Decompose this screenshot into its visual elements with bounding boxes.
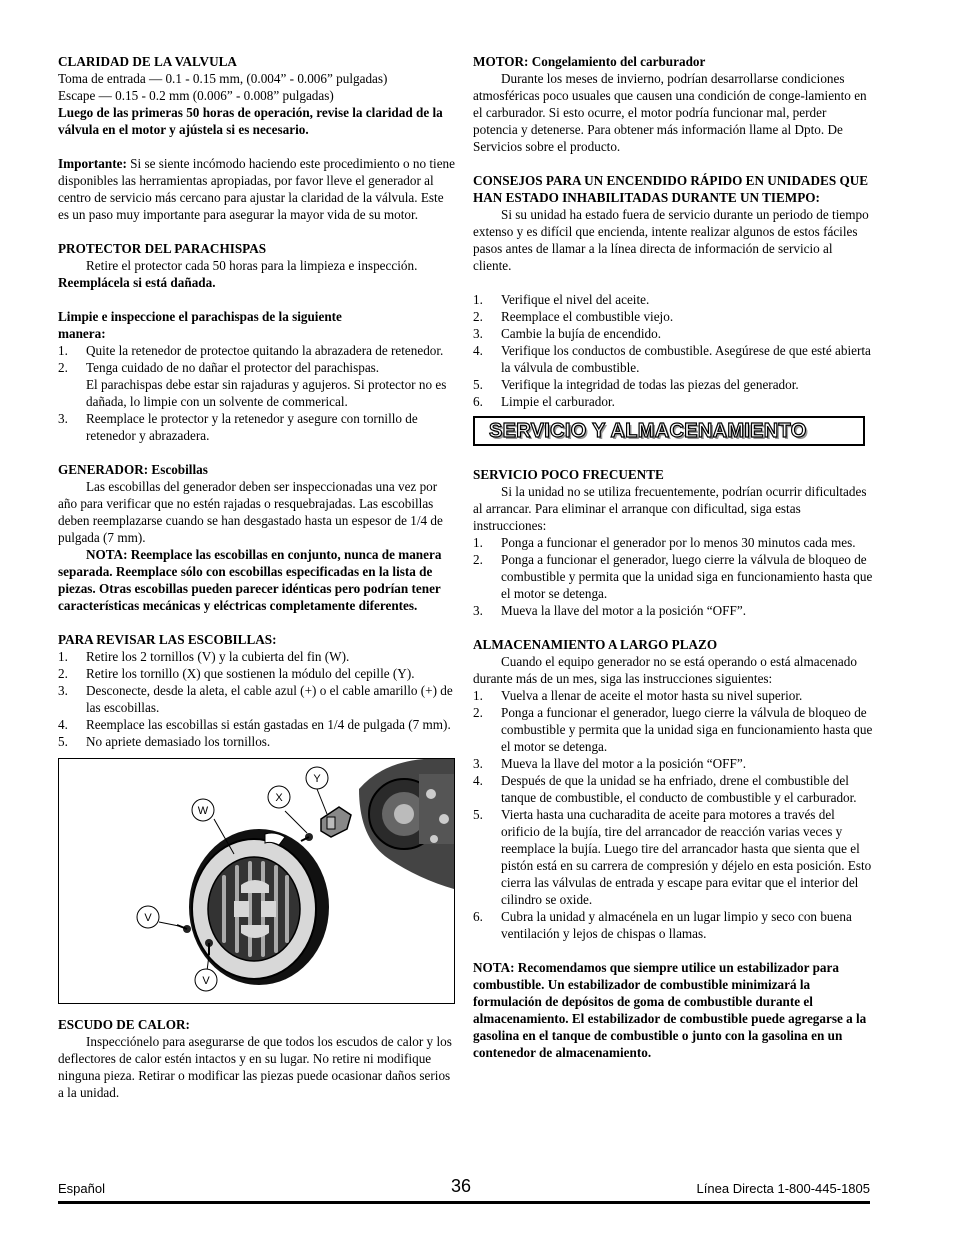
heading-bold: MOTOR:: [473, 54, 529, 69]
section-banner: [473, 416, 865, 446]
list-item: [58, 665, 455, 682]
list-item: [473, 342, 873, 376]
list-item: [58, 716, 455, 733]
check-brushes-steps: [58, 648, 455, 750]
list-text: Limpie el carburador.: [501, 394, 615, 409]
callout-y: [306, 767, 328, 789]
list-item: [58, 682, 455, 716]
brush-assembly-illustration: [59, 759, 454, 1003]
list-number: 2.: [58, 360, 68, 375]
label-y: Y: [313, 773, 321, 785]
label-x: X: [275, 792, 283, 804]
list-item: [473, 687, 873, 704]
list-number: 1.: [473, 688, 483, 703]
important-text: Si se siente incómodo haciendo este procedimiento o no tiene disponibles las herramientas apropiadas, por favor lleve el generador al centro de servicio más cercano para ajustar la claridad de la válvula. Este es un paso muy importante para asegurar la mayor vida de su motor.: [58, 156, 455, 222]
label-v2: V: [202, 975, 210, 987]
list-item: [473, 755, 873, 772]
valve-check-note: Luego de las primeras 50 horas de operación, revise la claridad de la válvula en el motor y ajústela si es necesario.: [58, 105, 443, 137]
list-item: [473, 806, 873, 908]
spark-arrestor-text: Retire el protector cada 50 horas para la limpieza e inspección.: [86, 258, 418, 273]
list-text: Desconecte, desde la aleta, el cable azul (+) o el cable amarillo (+) de las escobillas.: [86, 683, 453, 715]
exhaust-spec: Escape — 0.15 - 0.2 mm (0.006” - 0.008” pulgadas): [58, 88, 334, 103]
footer-language: Español: [58, 1181, 105, 1196]
list-number: 1.: [473, 292, 483, 307]
list-number: 3.: [473, 756, 483, 771]
list-number: 2.: [473, 309, 483, 324]
list-item: [473, 291, 873, 308]
list-number: 3.: [473, 326, 483, 341]
list-text: Reemplace le protector y la retenedor y asegure con tornillo de retenedor y abrazadera.: [86, 411, 418, 443]
callout-v-2: [195, 969, 217, 991]
list-number: 5.: [473, 807, 483, 822]
long-term-storage-steps: [473, 687, 873, 942]
list-text-extra: El parachispas debe estar sin rajaduras y agujeros. Si protector no es dañada, lo limpie con un solvente de commerical.: [86, 377, 447, 409]
list-number: 1.: [58, 649, 68, 664]
spark-arrestor-heading: PROTECTOR DEL PARACHISPAS: [58, 241, 267, 256]
list-item: [58, 342, 455, 359]
list-text: Después de que la unidad se ha enfriado, drene el combustible del tanque de combustible, el conducto de combustible y el carburador.: [501, 773, 857, 805]
list-text: Tenga cuidado de no dañar el protector del parachispas.: [86, 360, 380, 375]
spark-arrestor-replace: Reemplácela si está dañada.: [58, 275, 216, 290]
list-number: 2.: [473, 705, 483, 720]
list-text: Ponga a funcionar el generador, luego cierre la válvula de bloqueo de combustible y permita que la unidad siga en funcionamiento hasta que el motor se detenga.: [501, 705, 873, 754]
page-footer: [58, 1178, 870, 1198]
list-number: 4.: [473, 773, 483, 788]
list-number: 3.: [473, 603, 483, 618]
label-v1: V: [144, 912, 152, 924]
list-item: [473, 704, 873, 755]
list-item: [58, 410, 455, 444]
left-column: [58, 53, 455, 1101]
list-number: 6.: [473, 394, 483, 409]
list-item: [473, 325, 873, 342]
infrequent-service-heading: SERVICIO POCO FRECUENTE: [473, 467, 664, 482]
quick-start-heading: CONSEJOS PARA UN ENCENDIDO RÁPIDO EN UNIDADES QUE HAN ESTADO INHABILITADAS DURANTE UN TIEMPO:: [473, 173, 869, 205]
intake-spec: Toma de entrada — 0.1 - 0.15 mm, (0.004” - 0.006” pulgadas): [58, 71, 388, 86]
important-paragraph: [58, 155, 455, 223]
heading-rest: Congelamiento del carburador: [528, 54, 706, 69]
list-item: [473, 772, 873, 806]
quick-start-text: Si su unidad ha estado fuera de servicio durante un periodo de tiempo extenso y es difícil que encienda, intente realizar algunos de estos fáciles pasos antes de llamar a la línea directa de información de servicio al cliente.: [473, 207, 869, 273]
list-text: Mueva la llave del motor a la posición “OFF”.: [501, 756, 747, 771]
list-item: [473, 534, 873, 551]
list-number: 4.: [473, 343, 483, 358]
long-term-storage-heading: ALMACENAMIENTO A LARGO PLAZO: [473, 637, 718, 652]
list-item: [58, 733, 455, 750]
list-number: 5.: [58, 734, 68, 749]
quick-start-steps: [473, 291, 873, 410]
list-text: Quite la retenedor de protectoe quitando la abrazadera de retenedor.: [86, 343, 444, 358]
list-number: 4.: [58, 717, 68, 732]
stabilizer-note: NOTA: Recomendamos que siempre utilice un estabilizador para combustible. Un estabilizador de combustible minimizará la formulación de depósitos de goma de combustible durante el almacenamiento. El estabilizador de combustible puede agregarse a la gasolina en el tanque de combustible o junto con la gasolina en un contenedor de almacenamiento.: [473, 960, 867, 1060]
section-banner-title: SERVICIO Y ALMACENAMIENTO: [489, 419, 807, 442]
list-item: [473, 551, 873, 602]
brushes-note: NOTA: Reemplace las escobillas en conjunto, nunca de manera separada. Reemplace sólo con escobillas especificadas en la lista de piezas. Otras escobillas pueden parecer idénticas pero podrían tener características mecánicas y eléctricas completamente diferentes.: [58, 547, 442, 613]
callout-v-1: [137, 906, 159, 928]
heat-shield-text: Inspecciónelo para asegurarse de que todos los escudos de calor y los deflectores de calor estén intactos y en su lugar. No retire ni modifique ninguna pieza. Retirar o modificar las piezas puede ocasionar daños serios a la unidad.: [58, 1034, 452, 1100]
spark-arrestor-subheading-2: manera:: [58, 326, 106, 341]
spark-arrestor-subheading-1: Limpie e inspeccione el parachispas de la siguiente: [58, 309, 342, 324]
list-number: 2.: [58, 666, 68, 681]
generator-brushes-heading: [58, 461, 455, 478]
list-item: [473, 602, 873, 619]
heading-bold: GENERADOR:: [58, 462, 149, 477]
list-item: [473, 308, 873, 325]
list-item: [58, 648, 455, 665]
callout-x: [268, 786, 290, 808]
label-w: W: [197, 805, 209, 817]
list-number: 2.: [473, 552, 483, 567]
brush-replacement-figure: [58, 758, 455, 1004]
footer-rule: [58, 1201, 870, 1204]
list-text: Verifique la integridad de todas las piezas del generador.: [501, 377, 799, 392]
generator-body: [359, 759, 454, 889]
screw-v-1: [177, 925, 191, 933]
list-text: Ponga a funcionar el generador, luego cierre la válvula de bloqueo de combustible y permita que la unidad siga en funcionamiento hasta que el motor se detenga.: [501, 552, 873, 601]
list-text: Vierta hasta una cucharadita de aceite para motores a través del orificio de la bujía, tire del arrancador de reacción varias veces y reemplace la bujía. Luego tire del arrancador hasta que sienta que el pistón está en su carrera de compresión y déjelo en esta posición. Esto cierra las válvulas de entrada y escape para evitar que el interior del cilindro se oxide.: [501, 807, 872, 907]
motor-heading: [473, 53, 873, 70]
list-number: 5.: [473, 377, 483, 392]
long-term-storage-text: Cuando el equipo generador no se está operando o está almacenado durante más de un mes, siga las instrucciones siguientes:: [473, 654, 857, 686]
list-text: Cubra la unidad y almacénela en un lugar limpio y seco con buena ventilación y lejos de chispas o llamas.: [501, 909, 852, 941]
list-item: [58, 359, 455, 410]
screw-x: [301, 833, 313, 841]
list-text: Verifique los conductos de combustible. Asegúrese de que esté abierta la válvula de combustible.: [501, 343, 871, 375]
list-number: 3.: [58, 683, 68, 698]
list-number: 1.: [58, 343, 68, 358]
infrequent-service-text: Si la unidad no se utiliza frecuentemente, podrían ocurrir dificultades al arrancar. Para eliminar el arranque con dificultad, siga estas instrucciones:: [473, 484, 867, 533]
infrequent-service-steps: [473, 534, 873, 619]
check-brushes-heading: PARA REVISAR LAS ESCOBILLAS:: [58, 632, 277, 647]
motor-text: Durante los meses de invierno, podrían desarrollarse condiciones atmosféricas poco usuales que causen una condición de conge-lamiento en el carburador. Si esto ocurre, el motor podría funcionar mal, perder potencia y detenerse. Para obtener más información llame al Dpto. De Servicios sobre el producto.: [473, 71, 867, 154]
list-text: Retire los 2 tornillos (V) y la cubierta del fin (W).: [86, 649, 350, 664]
list-number: 1.: [473, 535, 483, 550]
right-column: [473, 53, 873, 1061]
heading-rest: Escobillas: [148, 462, 208, 477]
valve-clearance-heading: CLARIDAD DE LA VALVULA: [58, 54, 237, 69]
list-text: No apriete demasiado los tornillos.: [86, 734, 271, 749]
spark-arrestor-steps: [58, 342, 455, 444]
brushes-text: Las escobillas del generador deben ser inspeccionadas una vez por año para verificar que no estén rajadas o resquebrajadas. Las escobillas deben reemplazarse cuando se han desgastado hasta un espesor de 1/4 de pulgada (7 mm).: [58, 479, 443, 545]
list-text: Ponga a funcionar el generador por lo menos 30 minutos cada mes.: [501, 535, 856, 550]
important-label: Importante:: [58, 156, 127, 171]
list-text: Reemplace las escobillas si están gastadas en 1/4 de pulgada (7 mm).: [86, 717, 451, 732]
list-text: Mueva la llave del motor a la posición “OFF”.: [501, 603, 747, 618]
callout-w: [192, 799, 214, 821]
list-text: Retire los tornillo (X) que sostienen la módulo del cepille (Y).: [86, 666, 415, 681]
heat-shield-heading: ESCUDO DE CALOR:: [58, 1017, 190, 1032]
list-text: Verifique el nivel del aceite.: [501, 292, 650, 307]
footer-hotline: Línea Directa 1-800-445-1805: [696, 1181, 870, 1196]
list-text: Vuelva a llenar de aceite el motor hasta su nivel superior.: [501, 688, 803, 703]
page-number: 36: [451, 1176, 472, 1196]
list-item: [473, 376, 873, 393]
list-text: Reemplace el combustible viejo.: [501, 309, 674, 324]
list-number: 6.: [473, 909, 483, 924]
list-item: [473, 393, 873, 410]
list-item: [473, 908, 873, 942]
end-cover: [189, 829, 329, 985]
list-number: 3.: [58, 411, 68, 426]
list-text: Cambie la bujía de encendido.: [501, 326, 662, 341]
